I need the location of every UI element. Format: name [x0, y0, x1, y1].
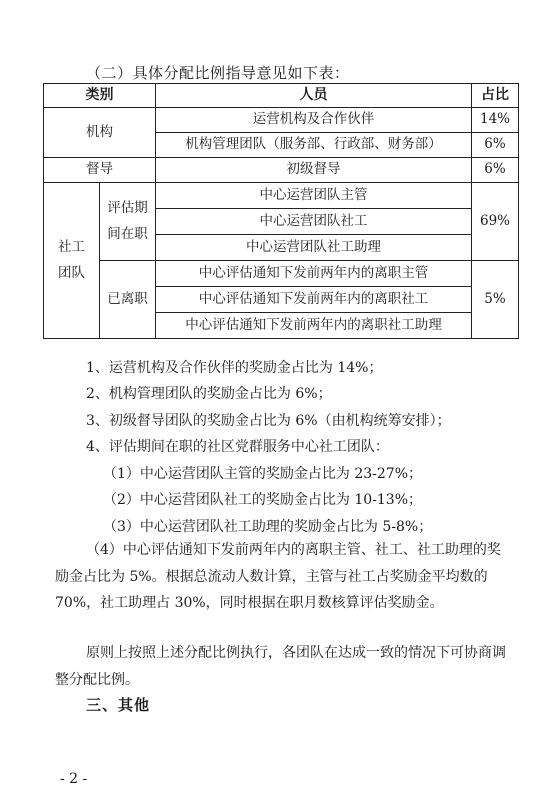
list-item: 4、评估期间在职的社区党群服务中心社工团队： — [86, 439, 389, 455]
paragraph-resigned-ratio — [55, 537, 511, 617]
people-cell: 运营机构及合作伙伴 — [156, 108, 472, 133]
header-category: 类别 — [44, 84, 156, 108]
list-item: 3、初级督导团队的奖励金占比为 6%（由机构统筹安排）； — [86, 413, 451, 429]
table-row — [44, 183, 519, 209]
list-item: （1）中心运营团队主管的奖励金占比为 23-27%； — [103, 466, 423, 482]
ratio-cell: 14% — [472, 108, 519, 133]
paragraph-principle — [55, 640, 511, 693]
subcategory-line: 评估期 — [107, 199, 148, 216]
subcategory-cell-inservice — [100, 183, 156, 261]
list-item: 1、运营机构及合作伙伴的奖励金占比为 14%； — [86, 360, 383, 376]
table-row — [44, 108, 519, 133]
table-header-row — [44, 84, 519, 108]
people-cell: 中心运营团队社工助理 — [156, 235, 472, 261]
ratio-cell: 5% — [472, 261, 519, 339]
paragraph-text: 原则上按照上述分配比例执行，各团队在达成一致的情况下可协商调整分配比例。 — [55, 645, 506, 688]
people-cell: 初级督导 — [156, 158, 472, 183]
people-cell: 中心评估通知下发前两年内的离职社工 — [156, 287, 472, 313]
subcategory-line: 间在职 — [107, 225, 148, 242]
category-cell-dudao: 督导 — [44, 158, 156, 183]
table-row — [44, 158, 519, 183]
page-number: - 2 - — [60, 771, 88, 787]
people-cell: 中心运营团队社工 — [156, 209, 472, 235]
table-heading: （二）具体分配比例指导意见如下表： — [86, 64, 350, 82]
category-line: 社工 — [58, 238, 85, 255]
ratio-cell: 6% — [472, 158, 519, 183]
header-ratio: 占比 — [472, 84, 519, 108]
list-item: （2）中心运营团队社工的奖励金占比为 10-13%； — [103, 492, 423, 508]
table-row — [44, 261, 519, 287]
category-cell-shegong — [44, 183, 100, 339]
people-cell: 中心评估通知下发前两年内的离职社工助理 — [156, 313, 472, 339]
category-cell-jigou: 机构 — [44, 108, 156, 158]
header-people: 人员 — [156, 84, 472, 108]
ratio-cell: 69% — [472, 183, 519, 261]
category-line: 团队 — [58, 264, 85, 281]
allocation-table — [43, 83, 519, 339]
list-item: 2、机构管理团队的奖励金占比为 6%； — [86, 386, 332, 402]
paragraph-text: （4）中心评估通知下发前两年内的离职主管、社工、社工助理的奖励金占比为 5%。根据总流动人数计算，主管与社工占奖励金平均数的 70%，社工助理占 30%，同时根据在职月数核算评估奖励金。 — [55, 542, 501, 611]
section-title: 三、其他 — [86, 696, 151, 714]
people-cell: 中心运营团队主管 — [156, 183, 472, 209]
list-item: （3）中心运营团队社工助理的奖励金占比为 5-8%； — [103, 519, 433, 535]
subcategory-cell-resigned: 已离职 — [100, 261, 156, 339]
people-cell: 机构管理团队（服务部、行政部、财务部） — [156, 133, 472, 158]
people-cell: 中心评估通知下发前两年内的离职主管 — [156, 261, 472, 287]
ratio-cell: 6% — [472, 133, 519, 158]
